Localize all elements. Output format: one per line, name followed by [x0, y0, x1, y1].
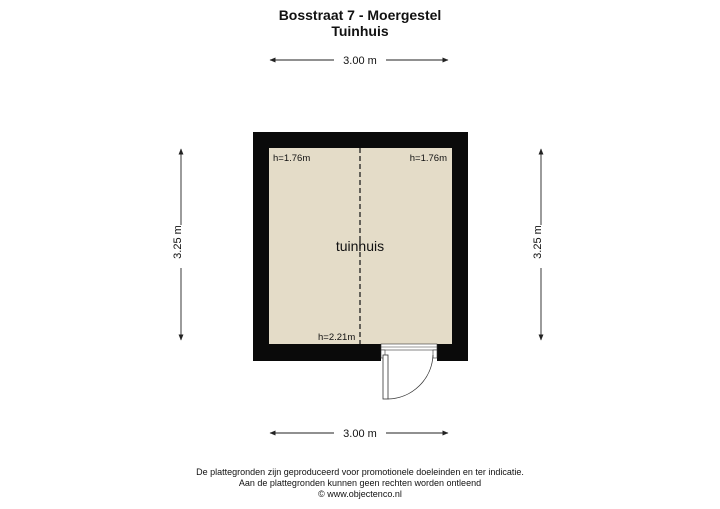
plan-title: Bosstraat 7 - Moergestel: [278, 7, 442, 23]
door-leaf: [383, 355, 388, 399]
bottom-dimension: [270, 428, 448, 440]
height-label-bottom: h=2.21m: [318, 332, 356, 343]
top-dimension: [270, 55, 448, 67]
wall-left: [253, 132, 269, 361]
disclaimer-line-2: Aan de plattegronden kunnen geen rechten worden ontleend: [238, 478, 482, 488]
room-name: tuinhuis: [335, 238, 385, 254]
bottom-dimension-label: 3.00 m: [343, 428, 377, 440]
right-dimension: [532, 149, 544, 340]
left-dimension-label: 3.25 m: [172, 225, 184, 259]
door: [381, 344, 437, 399]
top-dimension-label: 3.00 m: [343, 55, 377, 67]
left-dimension: [172, 149, 184, 340]
wall-bottom-left: [253, 344, 381, 361]
wall-bottom-right: [437, 344, 468, 361]
disclaimer-line-1: De plattegronden zijn geproduceerd voor promotionele doeleinden en ter indicatie.: [196, 467, 524, 477]
wall-right: [452, 132, 468, 361]
height-label-top-left: h=1.76m: [273, 153, 311, 164]
height-label-top-right: h=1.76m: [409, 153, 447, 164]
right-dimension-label: 3.25 m: [532, 225, 544, 259]
plan-subtitle: Tuinhuis: [331, 23, 389, 39]
copyright-link[interactable]: © www.objectenco.nl: [318, 489, 402, 499]
wall-top: [253, 132, 468, 148]
door-swing: [388, 355, 433, 399]
